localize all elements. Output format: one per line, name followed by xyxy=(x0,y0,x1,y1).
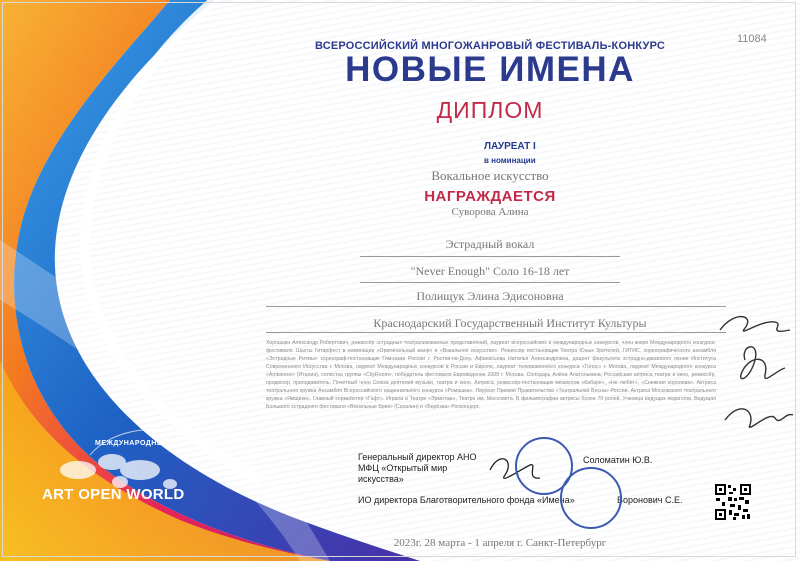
director-title: Генеральный директор АНО МФЦ «Открытый мир искусства» xyxy=(358,452,477,484)
international-center-label: МЕЖДУНАРОДНЫЙ ФЕСТИВАЛЬНЫЙ ЦЕНТР xyxy=(95,440,269,447)
brand-logo: ART OPEN WORLD xyxy=(42,486,185,503)
awarded-heading: НАГРАЖДАЕТСЯ xyxy=(424,188,556,205)
festival-title: НОВЫЕ ИМЕНА xyxy=(345,50,635,89)
fund-name: Воронович С.Е. xyxy=(617,495,683,505)
recipient-name: Суворова Алина xyxy=(451,206,529,218)
category-value: Эстрадный вокал xyxy=(445,237,535,251)
institution-underline xyxy=(266,332,726,333)
song-value: "Never Enough" Соло 16-18 лет xyxy=(410,264,570,278)
song-underline xyxy=(360,282,620,283)
jury-signatures xyxy=(715,300,795,440)
festival-subtitle: ВСЕРОССИЙСКИЙ МНОГОЖАНРОВЫЙ ФЕСТИВАЛЬ-КОНКУРС xyxy=(314,40,666,52)
fund-title: ИО директора Благотворительного фонда «Имена» xyxy=(358,495,575,505)
jury-bio-text: Хорошкин Александр Робертович, режиссёр эстрадных театрализованных представлений, лауреат всероссийских и международных конкурсов, член жюри Международного конкурса-фестиваля. Шахты Гитарфест в номинации «Оригинальный жанр» и «Вокальное искусство». Режиссёр постановщик Театра Юных Зрителей, ГИТИС, хореографического ансамбля «Эстрадные Ритмы» хореограф-постановщик Гимназии России г. Ростов-на-Дону. Афанасьева Наталья Александровна, доцент факультета эстрадно-джазового пения Института Современного Искусства г. Москва, лауреат Международных конкурсов в России и Европе, лауреат телевизионного конкурса «Голос» г. Москва, лауреат Международного конкурса «Ambience» (Италия), солистка группы «CityRoom», победитель фестиваля Евровидение 2009 г. Москва. Солодарь Алёна Анатольевна, Российская актриса театра и кино, режиссёр, продюсер, преподаватель. Почётный член Союза деятелей музыки, театра и кино. Актриса, режиссёр-постановщик мюзиклов «Кабаре», «Не любит», «Снежная королева». Актриса театрального кружка Ансамбля Всероссийского национального конкурса «Ромашка». Лауреат Премии Правительства «Театральная Весна» России. Актриса Московского театрального кружка «Ямщики». Главный хормейстер «Гафт». Играла в Театре «Эрмитаж», Театре им. Моссовета. В фильмографии актрисы более 70 ролей. Ученица ведущих педагогов. Ведущая Большого эстрадного фестиваля «Вокальные Бриз» (Сахалин) и «Берёзка» Росконцерт. xyxy=(266,340,716,410)
document-heading: ДИПЛОМ xyxy=(436,97,544,123)
fund-stamp xyxy=(560,467,622,529)
director-name: Соломатин Ю.В. xyxy=(583,455,653,465)
teacher-value: Полищук Элина Эдисоновна xyxy=(416,289,564,303)
rank-label: ЛАУРЕАТ I xyxy=(484,141,536,152)
event-dates-location: 2023г. 28 марта - 1 апреля г. Санкт-Петербург xyxy=(393,537,607,549)
diploma-number: 11084 xyxy=(737,33,767,45)
institution-value: Краснодарский Государственный Институт Культуры xyxy=(373,316,647,330)
category-underline xyxy=(360,256,620,257)
nomination-label: в номинации xyxy=(484,156,536,165)
nomination-value: Вокальное искусство xyxy=(431,168,549,183)
teacher-underline xyxy=(266,306,726,307)
qr-code-icon xyxy=(714,483,752,521)
